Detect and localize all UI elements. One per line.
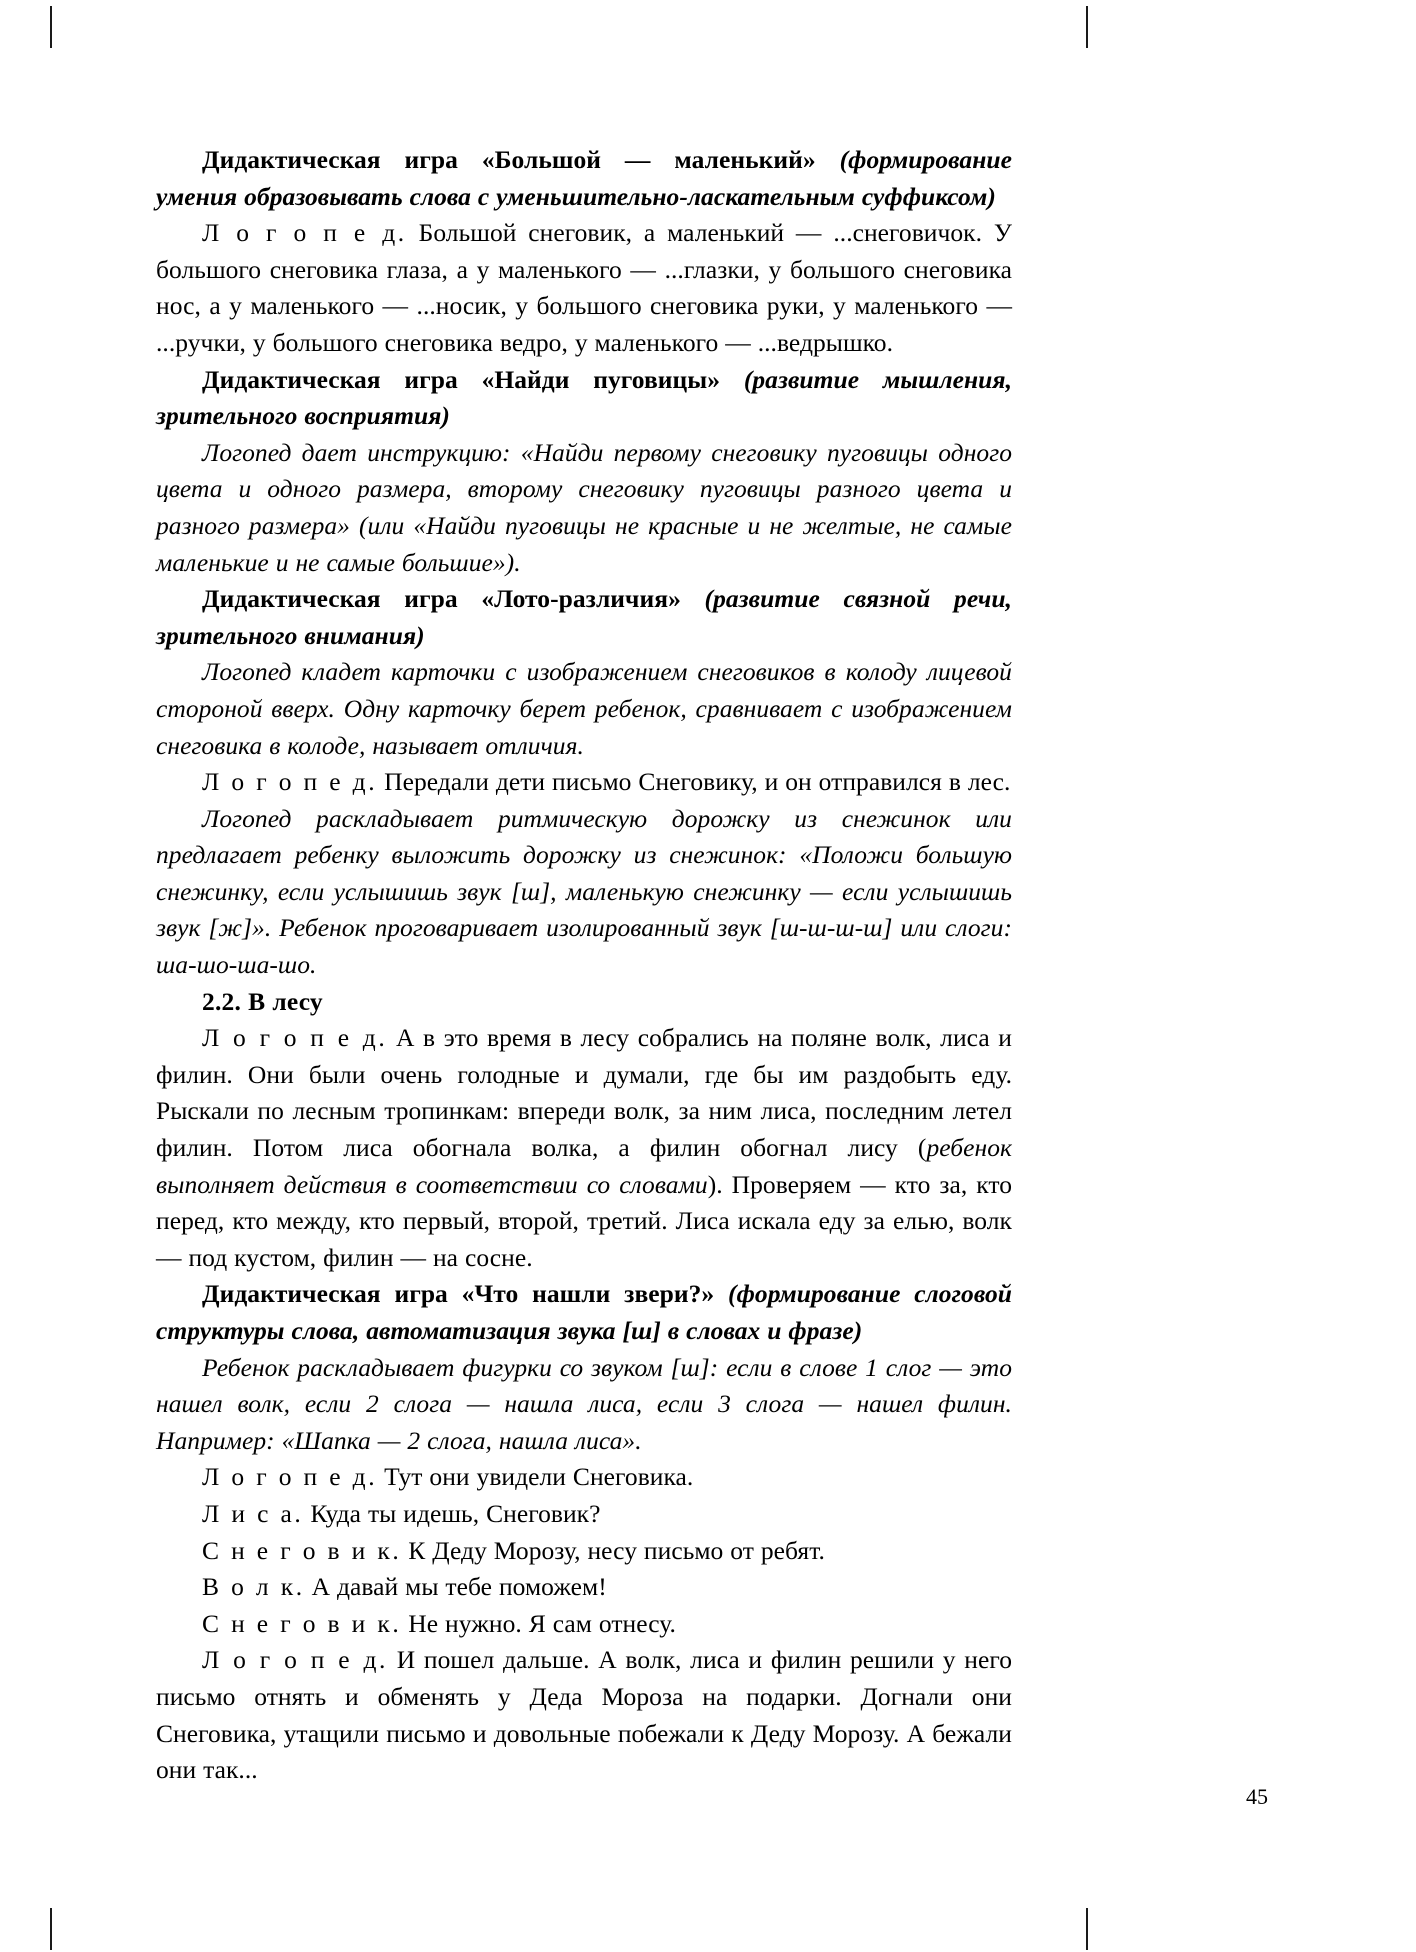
paragraph-speech (156, 1020, 1012, 1276)
heading-title: Дидактическая игра «Что нашли звери?» (202, 1279, 729, 1309)
speech-text: И пошел дальше. А волк, лиса и филин решили у него письмо отнять и обменять у Деда Мороза на подарки. Догнали они Снеговика, утащили письмо и довольные побежали к Деду Морозу. А бежали они так... (156, 1645, 1013, 1785)
game-heading (156, 1276, 1012, 1349)
speech-text: Большой снеговик, а маленький — ...снеговичок. У большого снеговика глаза, а у маленького — ...глазки, у большого снеговика нос, а у маленького — ...носик, у большого снеговика руки, у маленького — ...ручки, у большого снеговика ведро, у маленького — ...ведрышко. (156, 218, 1013, 357)
paragraph-speech (156, 764, 1012, 801)
paragraph-instruction: Ребенок раскладывает фигурки со звуком [ш]: если в слове 1 слог — это нашел волк, если 2 слога — нашла лиса, если 3 слога — нашел филин. Например: «Шапка — 2 слога, нашла лиса». (156, 1352, 1012, 1455)
speaker-label: Л о г о п е д. (202, 1462, 378, 1492)
speech-text: Куда ты идешь, Снеговик? (303, 1498, 601, 1528)
paragraph-speech (156, 1496, 1012, 1533)
speaker-label: Л о г о п е д. (202, 1645, 389, 1675)
speech-text: К Деду Морозу, несу письмо от ребят. (401, 1535, 825, 1565)
paragraph-speech (156, 1606, 1012, 1643)
heading-title: Дидактическая игра «Лото-различия» (202, 584, 705, 614)
heading-goal: (развитие связной речи, зрительного внимания) (156, 584, 1012, 650)
paragraph-instruction: Логопед раскладывает ритмическую дорожку из снежинок или предлагает ребенку выложить дорожку из снежинок: «Положи большую снежинку, если услышишь звук [ш], маленькую снежинку — если услышишь звук [ж]». Ребенок проговаривает изолированный звук [ш-ш-ш-ш] или слоги: ша-шо-ша-шо. (156, 803, 1012, 980)
crop-mark-bottom-left (50, 1908, 52, 1950)
paragraph-speech (156, 1642, 1012, 1788)
crop-mark-bottom-right (1086, 1908, 1088, 1950)
heading-goal: (развитие мышления, зрительного восприятия) (156, 364, 1012, 431)
speaker-label: С н е г о в и к. (202, 1608, 402, 1638)
heading-title: Дидактическая игра «Большой — маленький» (202, 145, 840, 174)
paragraph-speech (156, 1459, 1012, 1496)
paragraph-instruction: Логопед кладет карточки с изображением снеговиков в колоду лицевой стороной вверх. Одну карточку берет ребенок, сравнивает с изображением снеговика в колоде, называет отличия. (156, 657, 1012, 760)
speech-text-after: ). Проверяем — кто за, кто перед, кто между, кто первый, второй, третий. Лиса искала еду за елью, волк — под кустом, филин — на сосне. (156, 1169, 1012, 1272)
speech-text: Тут они увидели Снеговика. (377, 1462, 694, 1492)
page-number: 45 (1246, 1784, 1268, 1809)
section-heading: 2.2. В лесу (202, 986, 323, 1016)
speaker-label: Л о г о п е д. (202, 767, 378, 797)
speaker-label: С н е г о в и к. (202, 1535, 402, 1565)
heading-title: Дидактическая игра «Найди пуговицы» (202, 364, 744, 394)
game-heading (156, 581, 1012, 654)
heading-goal: (формирование слоговой структуры слова, автоматизация звука [ш] в словах и фразе) (156, 1279, 1012, 1345)
speaker-label: Л о г о п е д. (202, 218, 407, 248)
speaker-label: Л о г о п е д. (202, 1023, 388, 1053)
game-heading (156, 142, 1012, 215)
speaker-label: Л и с а. (202, 1498, 304, 1528)
paragraph-instruction: Логопед дает инструкцию: «Найди первому снеговику пуговицы одного цвета и одного размера, второму снеговику пуговицы разного цвета и разного размера» (или «Найди пуговицы не красные и не желтые, не самые маленькие и не самые большие»). (156, 437, 1012, 577)
heading-goal: (формирование умения образовывать слова с уменьшительно-ласкательным суффиксом) (156, 145, 1012, 211)
stage-direction: ребенок выполняет действия в соответствии со словами (156, 1133, 1012, 1199)
paragraph-speech (156, 1569, 1012, 1606)
game-heading (156, 362, 1012, 435)
crop-mark-top-left (50, 6, 52, 48)
crop-mark-top-right (1086, 6, 1088, 48)
speech-text: Передали дети письмо Снеговику, и он отправился в лес. (377, 767, 1011, 797)
speaker-label: В о л к. (202, 1572, 305, 1602)
speech-text: Не нужно. Я сам отнесу. (401, 1608, 676, 1638)
paragraph-speech (156, 1533, 1012, 1570)
speech-text: А давай мы тебе поможем! (304, 1572, 607, 1602)
speech-text-before: А в это время в лесу собрались на поляне волк, лиса и филин. Они были очень голодные и думали, где бы им раздобыть еду. Рыскали по лесным тропинкам: впереди волк, за ним лиса, последним летел филин. Потом лиса обогнала волка, а филин обогнал лису ( (156, 1023, 1012, 1163)
paragraph-speech (156, 215, 1012, 361)
text-column (156, 142, 1012, 1789)
